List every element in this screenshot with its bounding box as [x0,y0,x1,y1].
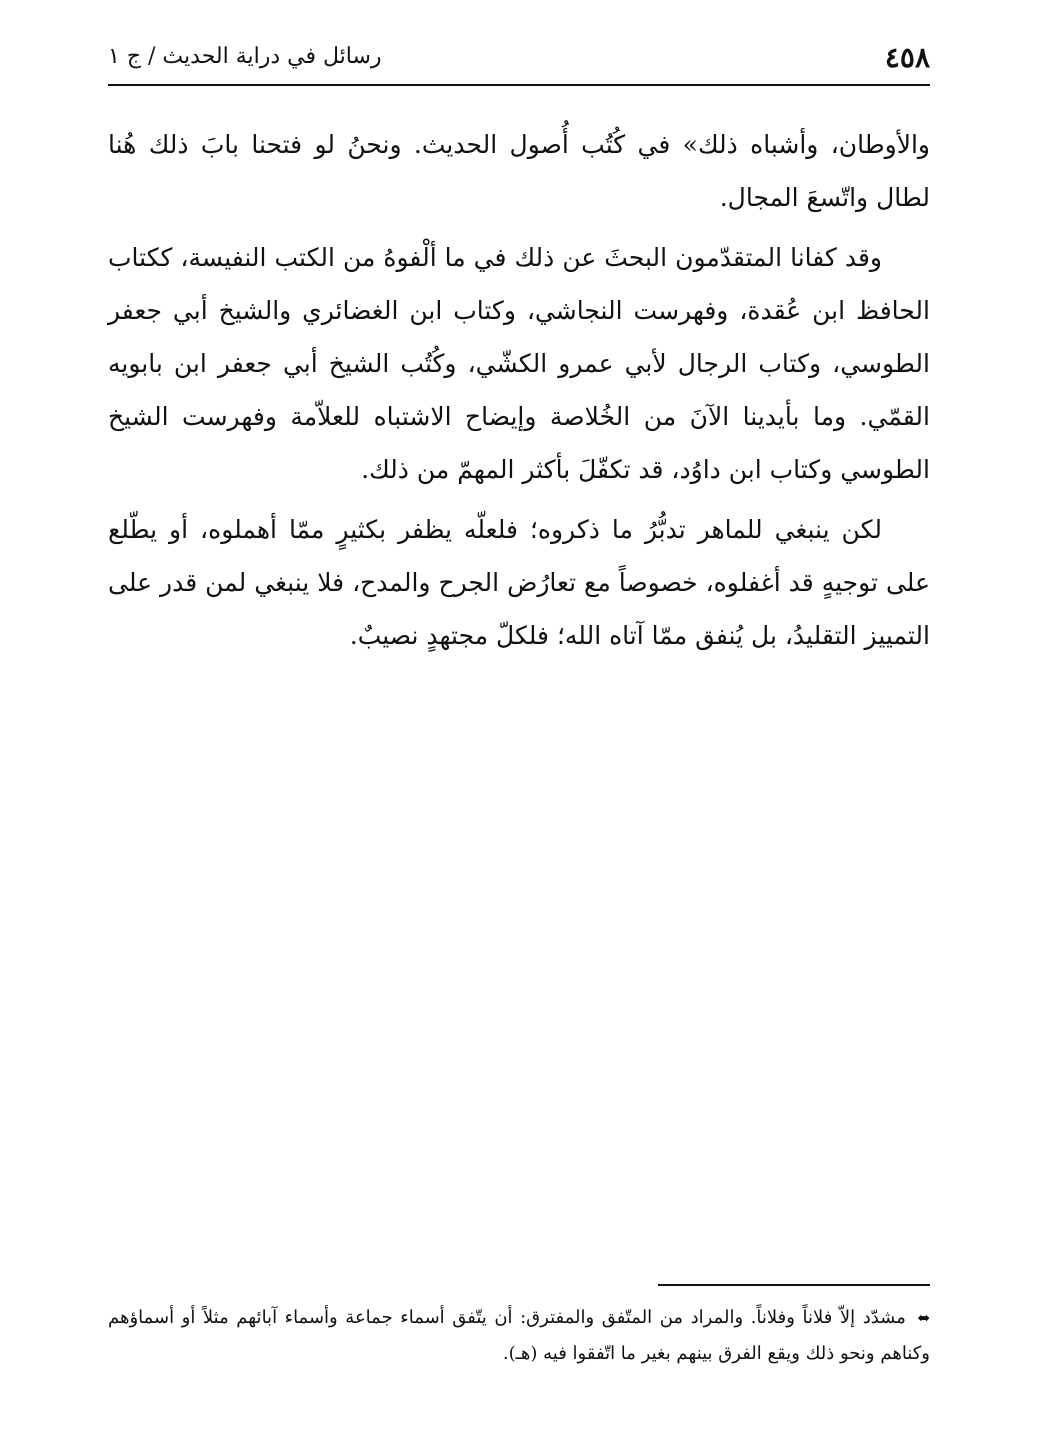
footnote-marker: ⬌ [917,1309,930,1327]
footnote-divider [658,1284,930,1286]
paragraph-early-scholars: وقد كفانا المتقدّمون البحثَ عن ذلك في ما ألْفوهُ من الكتب النفيسة، ككتاب الحافظ ابن عُقدة، وفهرست النجاشي، وكتاب ابن الغضائري والشيخ أبي جعفر الطوسي، وكتاب الرجال لأبي عمرو الكشّي، وكُتُب الشيخ أبي جعفر ابن بابويه القمّي. وما بأيدينا الآنَ من الخُلاصة وإيضاح الاشتباه للعلاّمة وفهرست الشيخ الطوسي وكتاب ابن داوُد، قد تكفّلَ بأكثر المهمّ من ذلك. [108,243,930,484]
footnote-text: مشدّد إلاّ فلاناً وفلاناً. والمراد من المتّفق والمفترق: أن يتّفق أسماء جماعة وأسماء آبائهم مثلاً أو أسماؤهم وكناهم ونحو ذلك ويقع الفرق بينهم بغير ما اتّفقوا فيه (هـ). [108,1307,930,1364]
running-title: رسائل في دراية الحديث / ج ١ [108,44,382,69]
paragraph-expert-advice: لكن ينبغي للماهر تدبُّرُ ما ذكروه؛ فلعلّه يظفر بكثيرٍ ممّا أهملوه، أو يطّلع على توجيهٍ قد أغفلوه، خصوصاً مع تعارُض الجرح والمدح، فلا ينبغي لمن قدر على التمييز التقليدُ، بل يُنفق ممّا آتاه الله؛ فلكلّ مجتهدٍ نصيبٌ. [108,515,930,650]
paragraph-continuation: والأوطان، وأشباه ذلك» في كُتُب أُصول الحديث. ونحنُ لو فتحنا بابَ ذلك هُنا لطال واتّسعَ المجال. [108,130,930,212]
page-header [108,38,930,86]
page-number: ٤٥٨ [884,41,930,74]
main-text [108,118,930,669]
footnote [108,1300,930,1372]
